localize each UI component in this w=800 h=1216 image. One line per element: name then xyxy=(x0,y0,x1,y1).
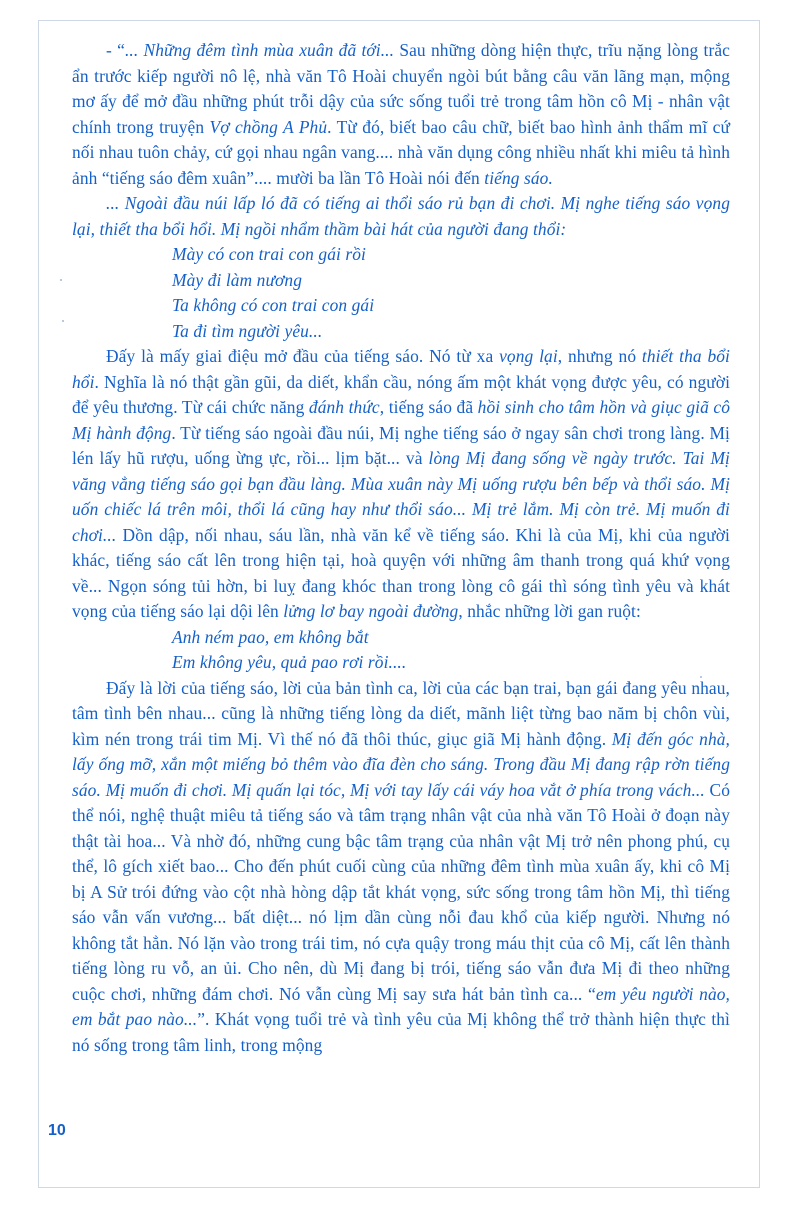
paragraph-giai-dieu xyxy=(72,344,730,625)
text-run: Dồn dập, nối nhau, sáu lần, nhà văn kể về tiếng sáo. Khi là của Mị, khi của người khác, tiếng sáo cất lên trong hiện tại, hoà quyện với những âm thanh trong quá khứ vọng về... Ngọn sóng tủi hờn, bi luỵ đang khóc than trong lòng cô gái thì sóng tình yêu và khát vọng của tiếng sáo lại dội lên xyxy=(72,524,730,621)
text-run: . Từ đó, biết bao câu chữ, biết bao hình ảnh thẩm mĩ cứ nối nhau tuôn chảy, cứ gọi nhau ngân vang.... nhà văn dụng công nhiều nhất khi miêu tả hình ảnh “tiếng sáo đêm xuân”.... mười ba lần Tô Hoài nói đến xyxy=(72,116,731,188)
text-run: , nhắc những lời gan ruột: xyxy=(458,601,641,621)
text-run: tiếng sáo. xyxy=(484,167,553,188)
text-run: Mị đến góc nhà, lấy ống mỡ, xắn một miếng bỏ thêm vào đĩa đèn cho sáng. Trong đầu Mị đang rập rờn tiếng sáo. Mị muốn đi chơi. Mị quấn lại tóc, Mị với tay lấy cái váy hoa vắt ở phía trong vách... xyxy=(72,728,731,800)
text-run: hồi sinh cho tâm hồn và giục giã cô Mị hành động xyxy=(72,397,731,443)
paragraph-loi-tieng-sao xyxy=(72,676,730,1059)
text-run: ”. Khát vọng tuổi trẻ và tình yêu của Mị không thể trở thành hiện thực thì nó sống trong tâm linh, trong mộng xyxy=(72,1009,730,1055)
text-run: Có thể nói, nghệ thuật miêu tả tiếng sáo và tâm trạng nhân vật của nhà văn Tô Hoài ở đoạn này thật tài hoa... Và nhờ đó, những cung bậc tâm trạng của nhân vật Mị trở nên phong phú, cụ thể, lô gích xiết bao... Cho đến phút cuối cùng của những đêm tình mùa xuân ấy, khi cô Mị bị A Sử trói đứng vào cột nhà hòng dập tắt khát vọng, sức sống trong tâm hồn Mị, thì tiếng sáo vẫn vấn vương... bất diệt... nó lịm dần cùng nỗi đau khổ của kiếp người. Nhưng nó không tắt hẳn. Nó lặn vào trong trái tim, nó cựa quậy trong máu thịt của cô Mị, cất lên thành tiếng lòng ru vỗ, an ủi. Cho nên, dù Mị đang bị trói, tiếng sáo vẫn đưa Mị đi theo những cuộc chơi, những đám chơi. Nó vẫn cùng Mị say sưa hát bản tình ca... “ xyxy=(72,779,730,1004)
page-speck xyxy=(62,320,64,322)
text-run: đánh thức xyxy=(308,397,380,417)
text-run: - “ xyxy=(106,40,125,60)
verse-line-3: Ta không có con trai con gái xyxy=(172,295,375,315)
text-run: . Từ tiếng sáo ngoài đầu núi, Mị nghe tiếng sáo ở ngay sân chơi trong làng. Mị lén lấy hũ rượu, uống ừng ực, rồi... lịm bặt... và xyxy=(72,422,730,468)
text-run: vọng lại xyxy=(499,346,558,366)
text-run: lòng Mị đang sống về ngày trước. Tai Mị văng vẳng tiếng sáo gọi bạn đầu làng. Mùa xuân này Mị uống rượu bên bếp và thổi sáo. Mị uốn chiếc lá trên môi, thổi lá cũng hay như thổi sáo... Mị trẻ lắm. Mị còn trẻ. Mị muốn đi chơi... xyxy=(72,448,730,545)
verse-line-5: Anh ném pao, em không bắt xyxy=(172,626,369,647)
paragraph-opening xyxy=(72,38,730,191)
verse-line-1: Mày có con trai con gái rồi xyxy=(172,244,366,264)
text-run: thiết tha bổi hổi xyxy=(72,346,730,392)
page-number: 10 xyxy=(48,1122,66,1139)
text-run: Đấy là lời của tiếng sáo, lời của bản tình ca, lời của các bạn trai, bạn gái đang yêu nhau, tâm tình bên nhau... cũng là những tiếng lòng da diết, mãnh liệt từng bao năm bị chôn vùi, kìm nén trong trái tim Mị. Vì thế nó đã thôi thúc, giục giã Mị hành động. xyxy=(72,677,730,749)
document-body xyxy=(72,38,730,1058)
verse-line-2: Mày đi làm nương xyxy=(172,269,303,290)
text-run: , nhưng nó xyxy=(557,346,642,366)
paragraph-sao-vong-lai xyxy=(72,191,730,242)
text-run: em yêu người nào, em bắt pao nào... xyxy=(72,983,731,1029)
text-run: Sau những dòng hiện thực, trĩu nặng lòng trắc ẩn trước kiếp người nô lệ, nhà văn Tô Hoài chuyển ngòi bút bằng câu văn lãng mạn, mộng mơ ấy để mở đầu những phút trỗi dậy của sức sống tuổi trẻ trong tâm hồn cô Mị - nhân vật chính trong truyện xyxy=(72,40,730,137)
text-run: ... Những đêm tình mùa xuân đã tới... xyxy=(124,40,395,60)
verse-line-4: Ta đi tìm người yêu... xyxy=(172,320,323,341)
verse-line-6: Em không yêu, quả pao rơi rồi.... xyxy=(172,652,407,672)
text-run: Vợ chồng A Phủ xyxy=(209,116,328,137)
page-speck xyxy=(60,279,62,281)
text-run: , tiếng sáo đã xyxy=(379,397,478,417)
text-run: lửng lơ bay ngoài đường xyxy=(283,601,459,621)
text-run: Đấy là mấy giai điệu mở đầu của tiếng sáo. Nó từ xa xyxy=(106,346,500,366)
text-run: ... Ngoài đầu núi lấp ló đã có tiếng ai thổi sáo rủ bạn đi chơi. Mị nghe tiếng sáo vọng lại, thiết tha bổi hổi. Mị ngồi nhẩm thầm bài hát của người đang thổi: xyxy=(72,193,730,239)
text-run: . Nghĩa là nó thật gần gũi, da diết, khẩn cầu, nóng ấm một khát vọng được yêu, có người để yêu thương. Từ cái chức năng xyxy=(72,371,730,417)
